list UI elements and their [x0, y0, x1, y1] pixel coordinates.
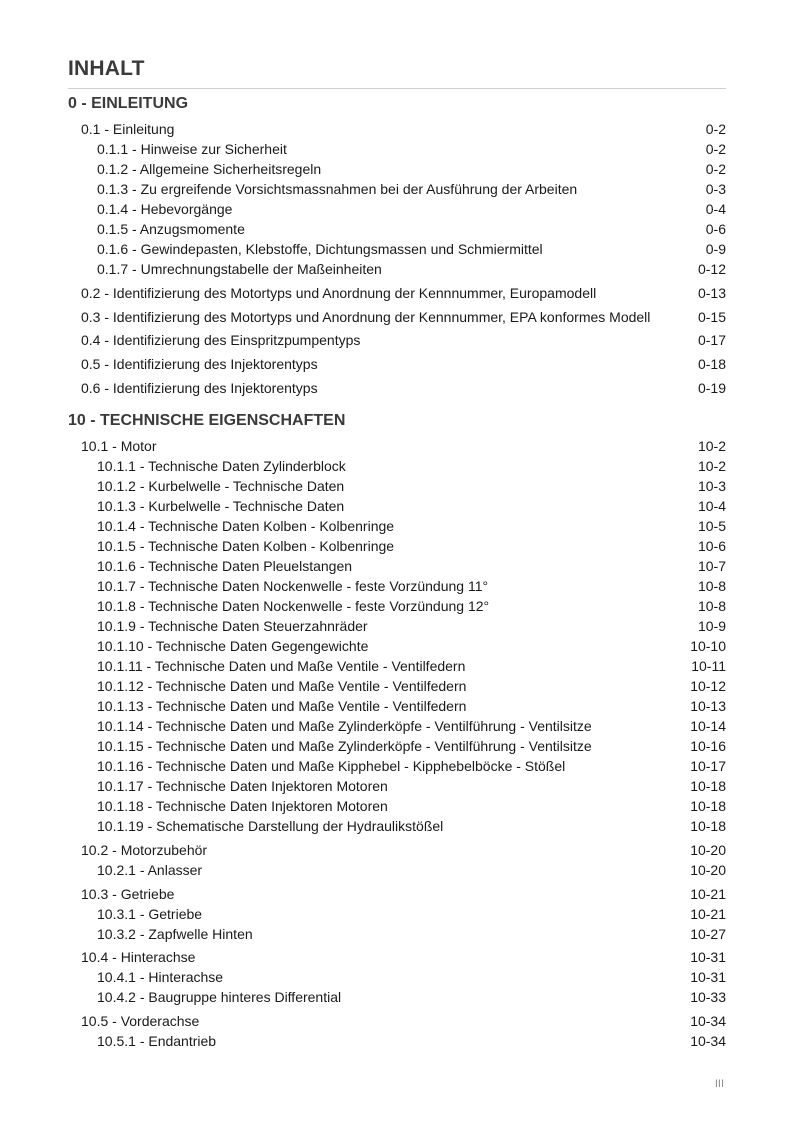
toc-entry[interactable] — [81, 840, 726, 860]
toc-entry-title: 0.2 - Identifizierung des Motortyps und Anordnung der Kennnummer, Europamodell — [81, 285, 597, 301]
toc-entry-title: 10.1.2 - Kurbelwelle - Technische Daten — [97, 478, 345, 494]
chapter-heading: 0 - EINLEITUNG — [68, 95, 189, 112]
toc-entry-page: 10-17 — [690, 758, 726, 774]
toc-entry-page: 10-31 — [690, 969, 726, 985]
toc-entry-title: 10.3.1 - Getriebe — [97, 906, 203, 922]
toc-entry[interactable] — [97, 476, 726, 496]
toc-entry-title: 10.2 - Motorzubehör — [81, 842, 208, 858]
toc-entry[interactable] — [97, 139, 726, 159]
page-title: INHALT — [68, 57, 145, 80]
toc-entry-page: 10-11 — [691, 658, 726, 674]
toc-entry-title: 0.1.7 - Umrechnungstabelle der Maßeinheiten — [97, 261, 382, 277]
toc-entry[interactable] — [81, 378, 726, 398]
toc-entry-title: 10.1.18 - Technische Daten Injektoren Motoren — [97, 798, 388, 814]
toc-entry[interactable] — [97, 199, 726, 219]
toc-entry-page: 10-12 — [690, 678, 726, 694]
toc-entry-title: 0.4 - Identifizierung des Einspritzpumpentyps — [81, 332, 361, 348]
toc-entry-title: 0.1.4 - Hebevorgänge — [97, 201, 233, 217]
toc-entry-title: 10.1.5 - Technische Daten Kolben - Kolbenringe — [97, 538, 395, 554]
toc-entry[interactable] — [97, 496, 726, 516]
toc-entry-page: 10-2 — [697, 438, 726, 454]
toc-entry-title: 10.1.7 - Technische Daten Nockenwelle - feste Vorzündung 11° — [97, 578, 489, 594]
toc-entry-page: 10-20 — [690, 862, 726, 878]
toc-entry-page: 0-9 — [705, 241, 726, 257]
toc-entry[interactable] — [97, 556, 726, 576]
toc-entry-title: 10.5 - Vorderachse — [81, 1013, 200, 1029]
toc-entry[interactable] — [97, 796, 726, 816]
toc-entry[interactable] — [81, 119, 726, 139]
toc-entry-page: 10-34 — [690, 1033, 726, 1049]
toc-entry-title: 10.4.1 - Hinterachse — [97, 969, 224, 985]
toc-entry-title: 0.5 - Identifizierung des Injektorentyps — [81, 356, 318, 372]
toc-entry[interactable] — [97, 536, 726, 556]
toc-entry-page: 10-14 — [690, 718, 726, 734]
toc-entry-page: 10-4 — [697, 498, 726, 514]
toc-entry-title: 10.1.6 - Technische Daten Pleuelstangen — [97, 558, 353, 574]
toc-entry[interactable] — [81, 307, 726, 327]
title-divider — [68, 88, 726, 89]
toc-entry-title: 10.4.2 - Baugruppe hinteres Differential — [97, 989, 342, 1005]
toc-entry-page: 10-6 — [697, 538, 726, 554]
toc-entry-page: 10-18 — [690, 798, 726, 814]
toc-entry-page: 0-12 — [697, 261, 726, 277]
toc-entry-title: 10.1.17 - Technische Daten Injektoren Motoren — [97, 778, 388, 794]
toc-entry-page: 10-20 — [690, 842, 726, 858]
toc-entry-title: 10.5.1 - Endantrieb — [97, 1033, 217, 1049]
toc-entry[interactable] — [97, 756, 726, 776]
toc-entry[interactable] — [97, 776, 726, 796]
toc-entry[interactable] — [97, 596, 726, 616]
toc-entry-title: 10.1.8 - Technische Daten Nockenwelle - feste Vorzündung 12° — [97, 598, 490, 614]
toc-entry[interactable] — [81, 354, 726, 374]
toc-entry-title: 0.1.3 - Zu ergreifende Vorsichtsmassnahmen bei der Ausführung der Arbeiten — [97, 181, 578, 197]
toc-entry[interactable] — [81, 947, 726, 967]
toc-entry-title: 10.4 - Hinterachse — [81, 949, 196, 965]
toc-entry-page: 0-19 — [697, 380, 726, 396]
toc-entry-page: 0-6 — [705, 221, 726, 237]
toc-entry-page: 10-3 — [697, 478, 726, 494]
toc-entry[interactable] — [97, 716, 726, 736]
toc-entry[interactable] — [97, 259, 726, 279]
toc-entry-page: 10-5 — [697, 518, 726, 534]
toc-entry-page: 0-15 — [697, 309, 726, 325]
toc-entry-page: 10-33 — [690, 989, 726, 1005]
toc-entry-title: 10.1.19 - Schematische Darstellung der Hydraulikstößel — [97, 818, 444, 834]
toc-entry-title: 10.3.2 - Zapfwelle Hinten — [97, 926, 253, 942]
toc-entry[interactable] — [97, 239, 726, 259]
toc-entry-page: 10-13 — [690, 698, 726, 714]
toc-entry[interactable] — [97, 219, 726, 239]
toc-entry-page: 0-2 — [705, 161, 726, 177]
toc-entry[interactable] — [97, 616, 726, 636]
toc-entry-page: 10-31 — [690, 949, 726, 965]
toc-entry-page: 10-7 — [697, 558, 726, 574]
toc-entry-page: 10-8 — [697, 598, 726, 614]
toc-entry-page: 10-8 — [697, 578, 726, 594]
toc-entry-title: 0.1 - Einleitung — [81, 121, 175, 137]
toc-entry-page: 10-34 — [690, 1013, 726, 1029]
toc-entry-page: 10-9 — [697, 618, 726, 634]
toc-entry-page: 0-3 — [705, 181, 726, 197]
toc-entry[interactable] — [81, 884, 726, 904]
toc-entry-title: 10.1 - Motor — [81, 438, 157, 454]
toc-entry-title: 0.1.2 - Allgemeine Sicherheitsregeln — [97, 161, 322, 177]
toc-entry-title: 0.1.6 - Gewindepasten, Klebstoffe, Dichtungsmassen und Schmiermittel — [97, 241, 543, 257]
toc-entry-title: 10.3 - Getriebe — [81, 886, 175, 902]
toc-entry-title: 0.6 - Identifizierung des Injektorentyps — [81, 380, 318, 396]
toc-entry-title: 0.1.1 - Hinweise zur Sicherheit — [97, 141, 287, 157]
toc-entry-page: 0-13 — [697, 285, 726, 301]
toc-entry-page: 10-18 — [690, 818, 726, 834]
toc-entry-page: 10-18 — [690, 778, 726, 794]
toc-entry[interactable] — [97, 904, 726, 924]
toc-entry-title: 0.3 - Identifizierung des Motortyps und Anordnung der Kennnummer, EPA konformes Modell — [81, 309, 651, 325]
toc-entry[interactable] — [97, 967, 726, 987]
toc-entry-page: 10-10 — [690, 638, 726, 654]
toc-entry[interactable] — [97, 159, 726, 179]
toc-entry[interactable] — [97, 516, 726, 536]
toc-entry-title: 10.1.1 - Technische Daten Zylinderblock — [97, 458, 346, 474]
page-number: III — [714, 1078, 724, 1090]
toc-entry[interactable] — [81, 436, 726, 456]
toc-entry[interactable] — [97, 816, 726, 836]
toc-entry-title: 10.1.14 - Technische Daten und Maße Zylinderköpfe - Ventilführung - Ventilsitze — [97, 718, 592, 734]
toc-entry[interactable] — [97, 656, 726, 676]
toc-entry-page: 10-27 — [690, 926, 726, 942]
toc-entry[interactable] — [97, 696, 726, 716]
toc-entry-page: 0-17 — [697, 332, 726, 348]
toc-entry-page: 0-4 — [705, 201, 726, 217]
toc-entry[interactable] — [97, 636, 726, 656]
toc-entry-title: 10.1.4 - Technische Daten Kolben - Kolbenringe — [97, 518, 395, 534]
toc-entry[interactable] — [97, 676, 726, 696]
toc-entry[interactable] — [81, 1011, 726, 1031]
toc-entry-page: 10-21 — [690, 906, 726, 922]
toc-entry-page: 0-2 — [705, 141, 726, 157]
toc-entry[interactable] — [97, 1031, 726, 1051]
toc-entry-title: 0.1.5 - Anzugsmomente — [97, 221, 245, 237]
toc-entry-page: 10-2 — [697, 458, 726, 474]
toc-entry-title: 10.1.13 - Technische Daten und Maße Ventile - Ventilfedern — [97, 698, 467, 714]
toc-entry-title: 10.1.10 - Technische Daten Gegengewichte — [97, 638, 369, 654]
toc-entry[interactable] — [97, 924, 726, 944]
toc-entry[interactable] — [97, 456, 726, 476]
toc-entry[interactable] — [97, 576, 726, 596]
toc-entry-page: 10-21 — [690, 886, 726, 902]
toc-entry-title: 10.1.9 - Technische Daten Steuerzahnräder — [97, 618, 368, 634]
chapter-heading: 10 - TECHNISCHE EIGENSCHAFTEN — [68, 412, 346, 429]
toc-entry[interactable] — [81, 283, 726, 303]
toc-entry-page: 0-2 — [705, 121, 726, 137]
toc-entry-title: 10.1.12 - Technische Daten und Maße Ventile - Ventilfedern — [97, 678, 467, 694]
toc-entry-page: 0-18 — [697, 356, 726, 372]
toc-entry[interactable] — [97, 736, 726, 756]
toc-entry-page: 10-16 — [690, 738, 726, 754]
toc-entry-title: 10.1.3 - Kurbelwelle - Technische Daten — [97, 498, 345, 514]
toc-entry[interactable] — [97, 987, 726, 1007]
toc-entry-title: 10.1.11 - Technische Daten und Maße Ventile - Ventilfedern — [97, 658, 466, 674]
toc-entry-title: 10.2.1 - Anlasser — [97, 862, 203, 878]
toc-entry-title: 10.1.15 - Technische Daten und Maße Zylinderköpfe - Ventilführung - Ventilsitze — [97, 738, 592, 754]
toc-entry-title: 10.1.16 - Technische Daten und Maße Kipphebel - Kipphebelböcke - Stößel — [97, 758, 566, 774]
toc-entry[interactable] — [81, 330, 726, 350]
toc-entry[interactable] — [97, 860, 726, 880]
toc-entry[interactable] — [97, 179, 726, 199]
